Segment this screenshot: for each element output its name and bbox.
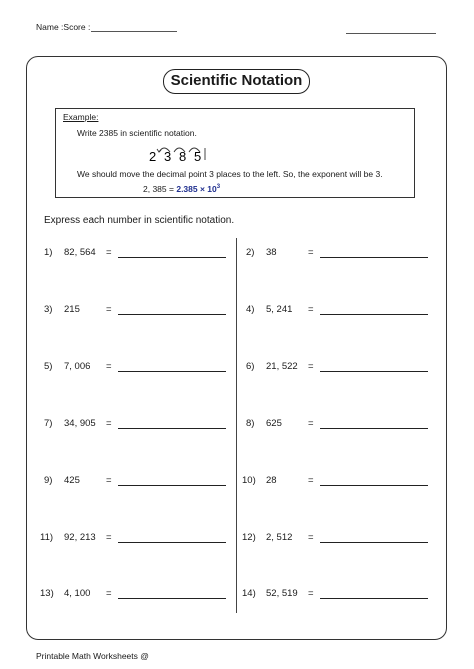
equals-sign: = <box>106 361 112 372</box>
problem-number: 13) <box>40 588 54 599</box>
answer-blank[interactable] <box>118 598 226 599</box>
problem-value: 5, 241 <box>266 304 293 315</box>
answer-blank[interactable] <box>118 371 226 372</box>
problem-value: 52, 519 <box>266 588 298 599</box>
example-digit: 3 <box>164 149 172 164</box>
equals-sign: = <box>106 418 112 429</box>
name-score-blank[interactable] <box>91 22 177 32</box>
equals-sign: = <box>106 475 112 486</box>
problem-number: 6) <box>246 361 255 372</box>
example-digit: 5 <box>194 149 202 164</box>
answer-blank[interactable] <box>320 428 428 429</box>
problem-number: 8) <box>246 418 255 429</box>
example-result <box>143 184 220 194</box>
problem-number: 9) <box>44 475 53 486</box>
problem-value: 38 <box>266 247 277 258</box>
answer-blank[interactable] <box>118 485 226 486</box>
equals-sign: = <box>106 532 112 543</box>
answer-blank[interactable] <box>320 542 428 543</box>
instructions: Express each number in scientific notation. <box>44 215 235 226</box>
top-right-blank[interactable] <box>346 33 436 34</box>
problem-number: 2) <box>246 247 255 258</box>
problem-number: 12) <box>242 532 256 543</box>
equals-sign: = <box>308 588 314 599</box>
answer-blank[interactable] <box>118 428 226 429</box>
name-score-field <box>36 22 177 32</box>
example-box <box>55 108 415 198</box>
equals-sign: = <box>308 418 314 429</box>
example-digit: 8 <box>179 149 187 164</box>
problem-value: 92, 213 <box>64 532 96 543</box>
problem-number: 4) <box>246 304 255 315</box>
problem-number: 11) <box>40 532 54 543</box>
example-explanation: We should move the decimal point 3 places to the left. So, the exponent will be 3. <box>77 169 383 179</box>
equals-sign: = <box>308 304 314 315</box>
problem-value: 34, 905 <box>64 418 96 429</box>
answer-blank[interactable] <box>118 257 226 258</box>
equals-sign: = <box>106 588 112 599</box>
problem-value: 425 <box>64 475 80 486</box>
equals-sign: = <box>106 247 112 258</box>
answer-blank[interactable] <box>118 314 226 315</box>
problem-value: 7, 006 <box>64 361 91 372</box>
answer-blank[interactable] <box>320 314 428 315</box>
problem-value: 4, 100 <box>64 588 91 599</box>
footer-text: Printable Math Worksheets @ <box>36 651 149 661</box>
equals-sign: = <box>308 475 314 486</box>
problem-value: 2, 512 <box>266 532 293 543</box>
answer-blank[interactable] <box>320 485 428 486</box>
name-score-label: Name :Score : <box>36 22 91 32</box>
problem-value: 82, 564 <box>64 247 96 258</box>
equals-sign: = <box>106 304 112 315</box>
problem-value: 21, 522 <box>266 361 298 372</box>
problem-number: 10) <box>242 475 256 486</box>
page-title: Scientific Notation <box>163 69 310 94</box>
problem-number: 14) <box>242 588 256 599</box>
example-result-answer: $2.385 \times 10^3$ <box>176 184 221 194</box>
problem-value: 28 <box>266 475 277 486</box>
answer-blank[interactable] <box>118 542 226 543</box>
problem-number: 1) <box>44 247 53 258</box>
decimal-shift-illustration <box>143 139 213 165</box>
example-result-left: 2, 385 = <box>143 184 174 194</box>
answer-blank[interactable] <box>320 371 428 372</box>
example-exponent: 3 <box>216 184 221 191</box>
example-prompt: Write 2385 in scientific notation. <box>77 128 197 138</box>
answer-blank[interactable] <box>320 257 428 258</box>
equals-sign: = <box>308 532 314 543</box>
problem-number: 5) <box>44 361 53 372</box>
problem-value: 215 <box>64 304 80 315</box>
equals-sign: = <box>308 247 314 258</box>
example-label: Example: <box>63 112 99 122</box>
problem-number: 7) <box>44 418 53 429</box>
equals-sign: = <box>308 361 314 372</box>
problem-number: 3) <box>44 304 53 315</box>
column-divider <box>236 238 237 613</box>
answer-blank[interactable] <box>320 598 428 599</box>
example-digit: 2 <box>149 149 157 164</box>
problem-value: 625 <box>266 418 282 429</box>
